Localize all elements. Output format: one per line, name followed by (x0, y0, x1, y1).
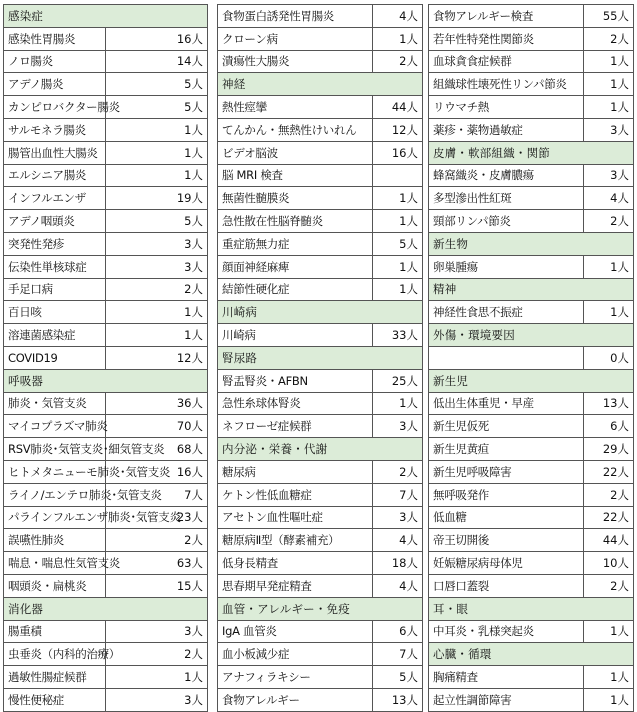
patient-count: 16人 (106, 460, 208, 483)
disease-name: マイコプラズマ肺炎 (4, 415, 106, 438)
disease-row (4, 574, 208, 597)
disease-row (218, 415, 423, 438)
patient-count: 1人 (584, 96, 634, 119)
patient-count: 2人 (584, 27, 634, 50)
disease-name: 手足口病 (4, 278, 106, 301)
category-label: 呼吸器 (4, 369, 208, 392)
patient-count: 44人 (373, 96, 423, 119)
disease-row (4, 346, 208, 369)
patient-count: 1人 (106, 118, 208, 141)
patient-count: 3人 (106, 255, 208, 278)
patient-count: 1人 (373, 255, 423, 278)
disease-name: RSV肺炎･気管支炎･細気管支炎 (4, 438, 106, 461)
category-label: 精神 (429, 278, 634, 301)
disease-row (4, 27, 208, 50)
disease-name: 若年性特発性関節炎 (429, 27, 584, 50)
disease-row (4, 187, 208, 210)
disease-name: 結節性硬化症 (218, 278, 373, 301)
disease-name: 血球貪食症候群 (429, 50, 584, 73)
patient-count: 12人 (106, 346, 208, 369)
patient-count: 1人 (373, 278, 423, 301)
disease-name: 無呼吸発作 (429, 483, 584, 506)
patient-count: 2人 (584, 574, 634, 597)
disease-name: 思春期早発症精査 (218, 574, 373, 597)
disease-name: 新生児黄疸 (429, 438, 584, 461)
disease-row (218, 164, 423, 187)
disease-row (218, 278, 423, 301)
disease-row (4, 506, 208, 529)
patient-count: 13人 (584, 392, 634, 415)
disease-row (429, 187, 634, 210)
patient-count: 2人 (584, 210, 634, 233)
disease-row (4, 666, 208, 689)
category-label: 耳・眼 (429, 597, 634, 620)
patient-count: 1人 (106, 324, 208, 347)
disease-row (218, 506, 423, 529)
category-header-row (218, 438, 423, 461)
disease-row (218, 666, 423, 689)
patient-count: 25人 (373, 369, 423, 392)
category-label: 新生物 (429, 232, 634, 255)
patient-count: 6人 (584, 415, 634, 438)
patient-count: 33人 (373, 324, 423, 347)
disease-name: 感染性胃腸炎 (4, 27, 106, 50)
disease-name: COVID19 (4, 346, 106, 369)
disease-row (4, 620, 208, 643)
disease-row (218, 232, 423, 255)
disease-name: ライノ/エンテロ肺炎･気管支炎 (4, 483, 106, 506)
disease-row (4, 529, 208, 552)
disease-name: 川崎病 (218, 324, 373, 347)
patient-count: 18人 (373, 552, 423, 575)
disease-name: 胸痛精査 (429, 666, 584, 689)
category-label: 心臓・循環 (429, 643, 634, 666)
disease-table-column-3 (428, 4, 634, 712)
disease-row (429, 5, 634, 28)
category-header-row (429, 369, 634, 392)
category-label: 血管・アレルギー・免疫 (218, 597, 423, 620)
patient-count: 1人 (584, 301, 634, 324)
disease-name: 食物蛋白誘発性胃腸炎 (218, 5, 373, 28)
disease-name: 顔面神経麻痺 (218, 255, 373, 278)
patient-count: 0人 (584, 346, 634, 369)
disease-row (218, 552, 423, 575)
disease-name: カンピロバクター腸炎 (4, 96, 106, 119)
disease-row (4, 255, 208, 278)
disease-name: 組織球性壊死性リンパ節炎 (429, 73, 584, 96)
disease-row (218, 210, 423, 233)
disease-name: クローン病 (218, 27, 373, 50)
category-label: 神経 (218, 73, 423, 96)
disease-row (218, 141, 423, 164)
patient-count: 3人 (106, 620, 208, 643)
disease-row (218, 529, 423, 552)
disease-name: インフルエンザ (4, 187, 106, 210)
disease-row (218, 574, 423, 597)
patient-count: 19人 (106, 187, 208, 210)
disease-row (218, 688, 423, 711)
disease-name: ケトン性低血糖症 (218, 483, 373, 506)
category-header-row (218, 346, 423, 369)
disease-row (218, 27, 423, 50)
patient-count: 4人 (373, 5, 423, 28)
disease-row (429, 164, 634, 187)
patient-count: 22人 (584, 506, 634, 529)
disease-row (429, 346, 634, 369)
patient-count: 55人 (584, 5, 634, 28)
patient-count: 3人 (106, 232, 208, 255)
patient-count: 2人 (106, 529, 208, 552)
patient-count: 1人 (584, 255, 634, 278)
patient-count: 22人 (584, 460, 634, 483)
category-header-row (429, 643, 634, 666)
disease-row (4, 301, 208, 324)
patient-count: 13人 (373, 688, 423, 711)
disease-name (429, 346, 584, 369)
disease-row (218, 255, 423, 278)
category-header-row (4, 5, 208, 28)
disease-row (218, 118, 423, 141)
disease-row (4, 392, 208, 415)
disease-row (4, 164, 208, 187)
patient-count: 1人 (584, 50, 634, 73)
disease-name: 急性散在性脳脊髄炎 (218, 210, 373, 233)
disease-name: 肺炎・気管支炎 (4, 392, 106, 415)
disease-name: サルモネラ腸炎 (4, 118, 106, 141)
disease-row (4, 50, 208, 73)
category-label: 皮膚・軟部組織・関節 (429, 141, 634, 164)
disease-row (429, 574, 634, 597)
patient-count: 4人 (373, 574, 423, 597)
patient-count: 63人 (106, 552, 208, 575)
disease-name: 腸管出血性大腸炎 (4, 141, 106, 164)
disease-name: リウマチ熱 (429, 96, 584, 119)
patient-count: 2人 (373, 460, 423, 483)
disease-row (429, 118, 634, 141)
category-header-row (429, 597, 634, 620)
patient-count: 10人 (584, 552, 634, 575)
patient-count: 36人 (106, 392, 208, 415)
patient-count: 12人 (373, 118, 423, 141)
category-header-row (429, 278, 634, 301)
disease-name: 頸部リンパ節炎 (429, 210, 584, 233)
category-label: 消化器 (4, 597, 208, 620)
disease-row (429, 50, 634, 73)
disease-row (218, 187, 423, 210)
disease-row (4, 643, 208, 666)
disease-row (218, 460, 423, 483)
patient-count: 29人 (584, 438, 634, 461)
disease-name: 慢性便秘症 (4, 688, 106, 711)
disease-name: 蜂窩織炎・皮膚膿瘍 (429, 164, 584, 187)
patient-count: 1人 (106, 666, 208, 689)
disease-name: 帝王切開後 (429, 529, 584, 552)
disease-row (4, 415, 208, 438)
disease-row (4, 96, 208, 119)
patient-count: 1人 (584, 620, 634, 643)
disease-name: アデノ咽頭炎 (4, 210, 106, 233)
disease-name: アセトン血性嘔吐症 (218, 506, 373, 529)
disease-name: 誤嚥性肺炎 (4, 529, 106, 552)
disease-name: 多型滲出性紅斑 (429, 187, 584, 210)
category-header-row (429, 141, 634, 164)
disease-row (4, 324, 208, 347)
disease-name: ノロ腸炎 (4, 50, 106, 73)
patient-count: 1人 (106, 301, 208, 324)
disease-row (429, 415, 634, 438)
disease-row (429, 620, 634, 643)
patient-count: 5人 (106, 73, 208, 96)
disease-name: 低身長精査 (218, 552, 373, 575)
disease-name: 血小板減少症 (218, 643, 373, 666)
patient-count: 1人 (373, 27, 423, 50)
patient-count: 3人 (584, 118, 634, 141)
patient-count: 1人 (584, 666, 634, 689)
disease-name: アナフィラキシー (218, 666, 373, 689)
disease-row (429, 529, 634, 552)
disease-name: 腎盂腎炎・AFBN (218, 369, 373, 392)
patient-count: 1人 (373, 187, 423, 210)
disease-name: IgA 血管炎 (218, 620, 373, 643)
disease-row (429, 438, 634, 461)
disease-row (4, 141, 208, 164)
category-header-row (218, 597, 423, 620)
disease-name: 起立性調節障害 (429, 688, 584, 711)
disease-row (4, 232, 208, 255)
patient-count: 2人 (584, 483, 634, 506)
disease-name: 溶連菌感染症 (4, 324, 106, 347)
category-label: 新生児 (429, 369, 634, 392)
patient-count: 4人 (584, 187, 634, 210)
disease-name: 低出生体重児・早産 (429, 392, 584, 415)
disease-name: ネフローゼ症候群 (218, 415, 373, 438)
disease-row (218, 643, 423, 666)
disease-row (218, 483, 423, 506)
disease-name: 新生児呼吸障害 (429, 460, 584, 483)
patient-count: 3人 (584, 164, 634, 187)
patient-count: 23人 (106, 506, 208, 529)
disease-row (218, 392, 423, 415)
patient-count: 6人 (373, 620, 423, 643)
disease-name: 脳 MRI 検査 (218, 164, 373, 187)
patient-count: 3人 (373, 506, 423, 529)
disease-name: 薬疹・薬物過敏症 (429, 118, 584, 141)
patient-count: 3人 (373, 415, 423, 438)
disease-table-column-2 (217, 4, 423, 712)
disease-name: 熱性痙攣 (218, 96, 373, 119)
disease-name: 過敏性腸症候群 (4, 666, 106, 689)
patient-count: 68人 (106, 438, 208, 461)
patient-count: 1人 (106, 141, 208, 164)
disease-name: アデノ腸炎 (4, 73, 106, 96)
patient-count: 5人 (373, 666, 423, 689)
disease-row (4, 438, 208, 461)
disease-row (429, 460, 634, 483)
patient-count: 2人 (106, 278, 208, 301)
disease-row (218, 324, 423, 347)
category-label: 外傷・環境要因 (429, 324, 634, 347)
disease-row (218, 96, 423, 119)
category-label: 感染症 (4, 5, 208, 28)
disease-name: てんかん・無熱性けいれん (218, 118, 373, 141)
patient-count: 7人 (373, 643, 423, 666)
disease-name: 糖尿病 (218, 460, 373, 483)
patient-count: 44人 (584, 529, 634, 552)
disease-name: 無菌性髄膜炎 (218, 187, 373, 210)
disease-row (4, 210, 208, 233)
patient-count: 16人 (373, 141, 423, 164)
category-header-row (218, 301, 423, 324)
patient-count: 1人 (584, 688, 634, 711)
patient-count: 3人 (106, 688, 208, 711)
disease-row (218, 620, 423, 643)
disease-name: エルシニア腸炎 (4, 164, 106, 187)
disease-name: 中耳炎・乳様突起炎 (429, 620, 584, 643)
disease-row (218, 5, 423, 28)
disease-name: 急性糸球体腎炎 (218, 392, 373, 415)
patient-count: 4人 (373, 529, 423, 552)
disease-row (429, 506, 634, 529)
disease-row (4, 552, 208, 575)
category-header-row (429, 324, 634, 347)
disease-row (4, 278, 208, 301)
disease-name: パラインフルエンザ肺炎･気管支炎 (4, 506, 106, 529)
disease-row (218, 50, 423, 73)
disease-name: 腸重積 (4, 620, 106, 643)
disease-row (429, 483, 634, 506)
disease-row (429, 255, 634, 278)
disease-name: ビデオ脳波 (218, 141, 373, 164)
patient-count: 1人 (584, 73, 634, 96)
patient-count: 5人 (373, 232, 423, 255)
disease-name: 咽頭炎・扁桃炎 (4, 574, 106, 597)
patient-count: 1人 (373, 392, 423, 415)
disease-row (429, 73, 634, 96)
disease-row (429, 552, 634, 575)
disease-name: 百日咳 (4, 301, 106, 324)
disease-row (429, 666, 634, 689)
disease-name: 糖原病Ⅱ型（酵素補充） (218, 529, 373, 552)
patient-count: 16人 (106, 27, 208, 50)
category-header-row (4, 369, 208, 392)
category-label: 内分泌・栄養・代謝 (218, 438, 423, 461)
patient-count (373, 164, 423, 187)
disease-row (4, 460, 208, 483)
disease-name: 虫垂炎（内科的治療） (4, 643, 106, 666)
disease-name: 突発性発疹 (4, 232, 106, 255)
patient-count: 5人 (106, 96, 208, 119)
patient-count: 7人 (106, 483, 208, 506)
disease-name: ヒトメタニューモ肺炎･気管支炎 (4, 460, 106, 483)
patient-count: 2人 (106, 643, 208, 666)
disease-row (429, 392, 634, 415)
patient-count: 2人 (373, 50, 423, 73)
disease-table-column-1 (3, 4, 208, 712)
disease-row (429, 96, 634, 119)
disease-name: 喘息・喘息性気管支炎 (4, 552, 106, 575)
disease-name: 新生児仮死 (429, 415, 584, 438)
patient-count: 1人 (106, 164, 208, 187)
disease-name: 口唇口蓋裂 (429, 574, 584, 597)
disease-name: 神経性食思不振症 (429, 301, 584, 324)
patient-count: 1人 (373, 210, 423, 233)
category-header-row (218, 73, 423, 96)
disease-row (4, 483, 208, 506)
disease-row (4, 688, 208, 711)
patient-count: 7人 (373, 483, 423, 506)
patient-count: 14人 (106, 50, 208, 73)
disease-name: 食物アレルギー (218, 688, 373, 711)
patient-count: 15人 (106, 574, 208, 597)
category-label: 腎尿路 (218, 346, 423, 369)
disease-row (429, 301, 634, 324)
disease-row (429, 688, 634, 711)
disease-name: 伝染性単核球症 (4, 255, 106, 278)
disease-name: 卵巣腫瘍 (429, 255, 584, 278)
disease-row (218, 369, 423, 392)
disease-name: 低血糖 (429, 506, 584, 529)
disease-name: 潰瘍性大腸炎 (218, 50, 373, 73)
disease-name: 食物アレルギー検査 (429, 5, 584, 28)
disease-row (4, 118, 208, 141)
patient-count: 5人 (106, 210, 208, 233)
disease-name: 妊娠糖尿病母体児 (429, 552, 584, 575)
disease-name: 重症筋無力症 (218, 232, 373, 255)
category-header-row (4, 597, 208, 620)
disease-row (429, 27, 634, 50)
disease-row (4, 73, 208, 96)
patient-count: 70人 (106, 415, 208, 438)
category-header-row (429, 232, 634, 255)
category-label: 川崎病 (218, 301, 423, 324)
disease-row (429, 210, 634, 233)
